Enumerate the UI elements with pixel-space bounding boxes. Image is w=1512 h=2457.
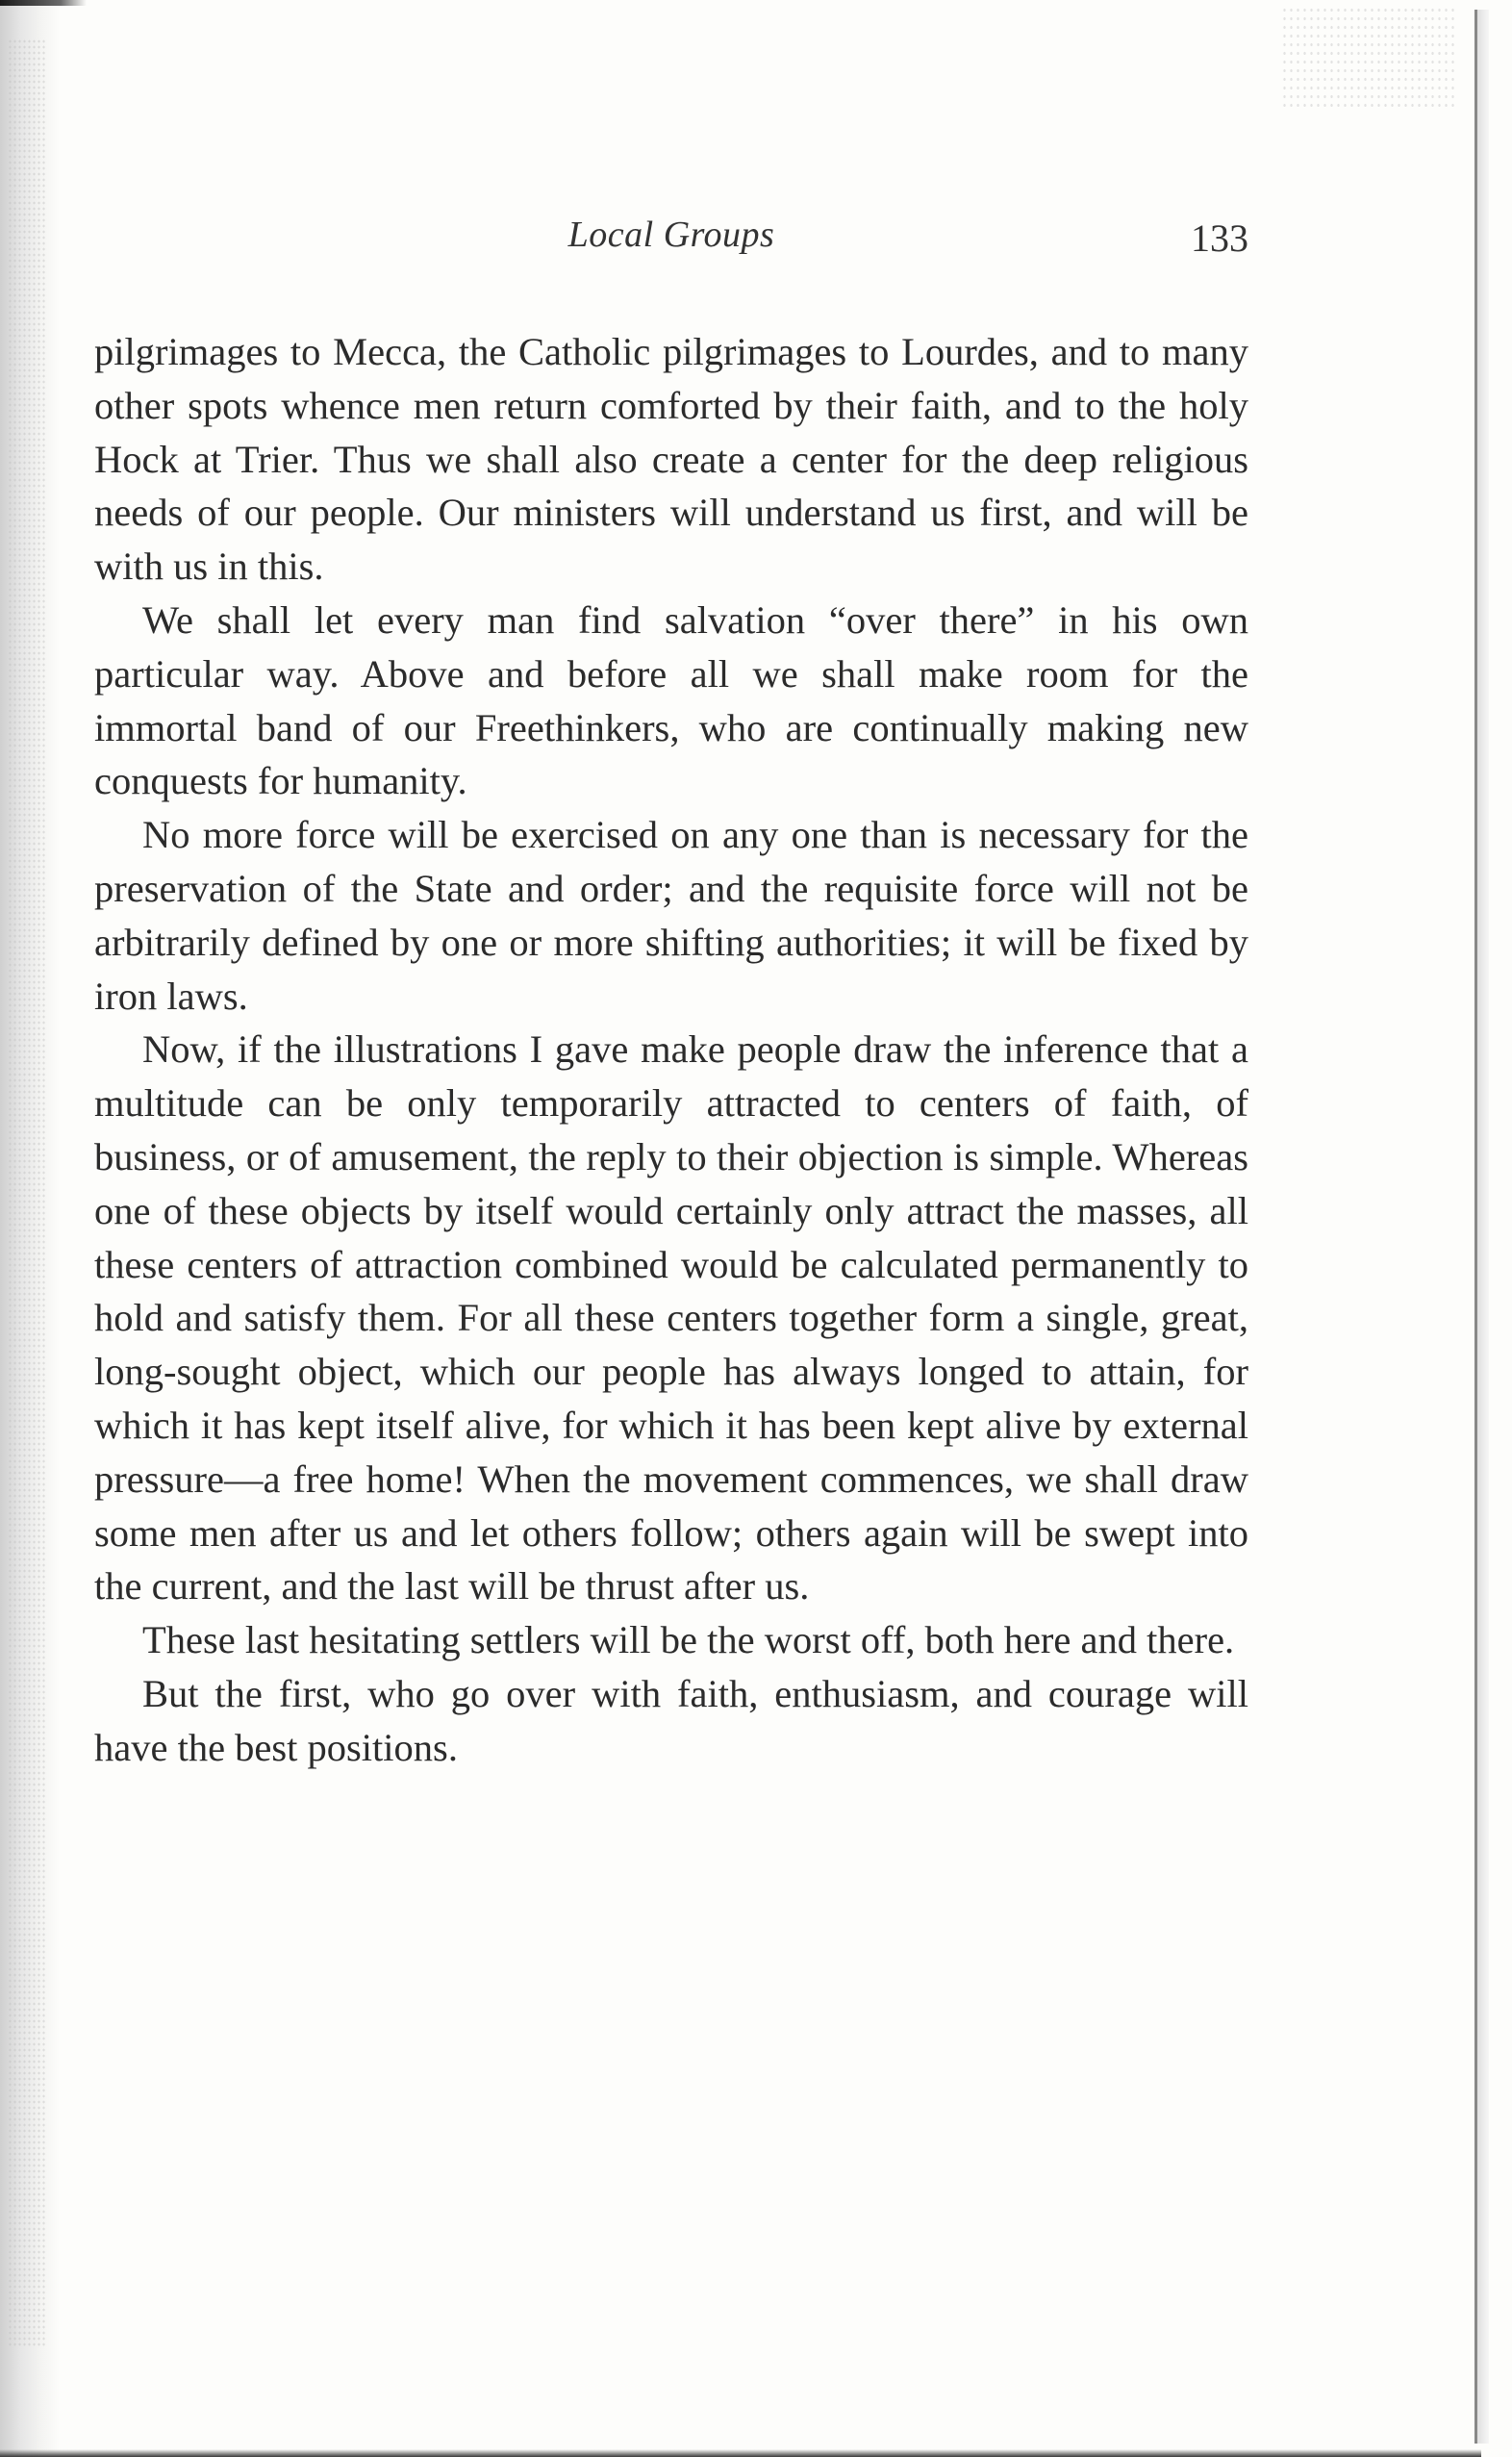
paragraph: We shall let every man find salvation “over there” in his own particular way. Above and before all we shall make room for the immortal band of our Freethinkers, who are continually making new conquests for humanity. xyxy=(94,597,1248,803)
paragraph: These last hesitating settlers will be the worst off, both here and there. xyxy=(142,1618,1235,1662)
running-head xyxy=(94,214,1248,271)
paragraph: pilgrimages to Mecca, the Catholic pilgrimages to Lourdes, and to many other spots whence men return comforted by their faith, and to the holy Hock at Trier. Thus we shall also create a center for the deep religious needs of our people. Our ministers will understand us first, and will be with us in this. xyxy=(94,330,1248,589)
scan-speckle xyxy=(8,38,46,2347)
paragraph: No more force will be exercised on any one than is necessary for the preservation of the State and order; and the requisite force will not be arbitrarily defined by one or more shifting authorities; it will be fixed by iron laws. xyxy=(94,813,1248,1018)
paragraph: But the first, who go over with faith, enthusiasm, and courage will have the best positions. xyxy=(94,1671,1248,1769)
page-number: 133 xyxy=(1191,216,1248,260)
scan-noise xyxy=(1281,6,1454,112)
page-edge-line xyxy=(1474,10,1477,2444)
page-edge-shadow xyxy=(1477,10,1489,2444)
paragraph: Now, if the illustrations I gave make people draw the inference that a multitude can be only temporarily attracted to centers of faith, of business, or of amusement, the reply to their objection is simple. Whereas one of these objects by itself would certainly only attract the masses, all these centers of attraction combined would be calculated permanently to hold and satisfy them. For all these centers together form a single, great, long-sought object, which our people has always longed to attain, for which it has kept itself alive, for which it has been kept alive by external pressure—a free home! When the movement commences, we shall draw some men after us and let others follow; others again will be swept into the current, and the last will be thrust after us. xyxy=(94,1027,1248,1608)
running-head-title: Local Groups xyxy=(567,215,775,255)
scan-edge-mark xyxy=(0,0,87,6)
body-text xyxy=(94,325,1248,1775)
scan-bottom-edge xyxy=(0,2449,1481,2457)
